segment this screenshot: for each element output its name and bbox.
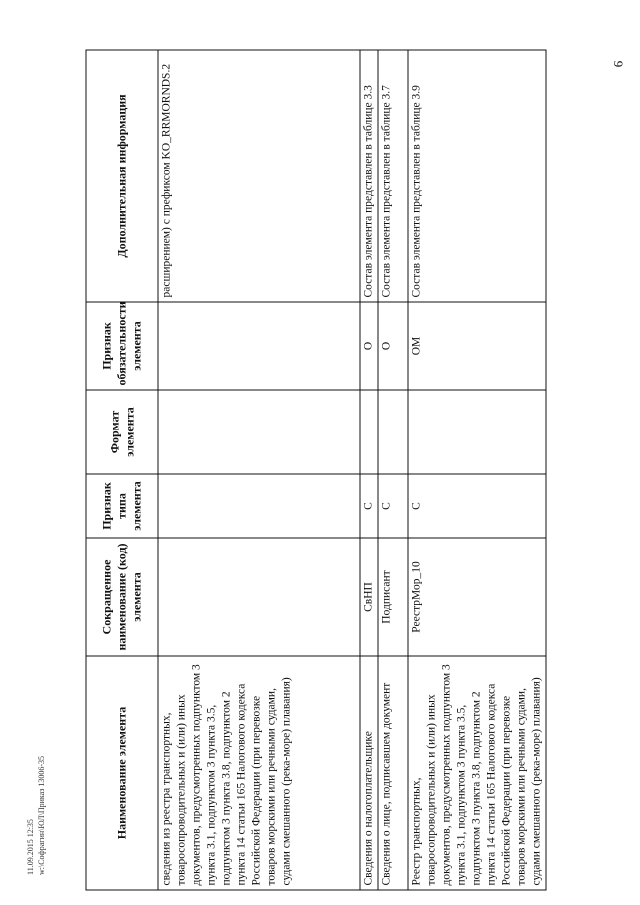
cell-code [158, 538, 360, 656]
cell-type: С [360, 474, 378, 538]
page-number: 9 [611, 60, 626, 68]
cell-name: сведения из реестра транспортных, товаросопроводительных и (или) иных документов, предусмотренных подпунктом 3 пункта 3.1, подпунктом 3 пункта 3.5, подпунктом 3 пункта 3.8, подпунктом 2 пункта 14 статьи 165 Налогового кодекса Российской Федерации (при перевозке товаров морскими или речными судами, судами смешанного (река-море) плавания) [158, 656, 360, 890]
cell-info: Состав элемента представлен в таблице 3.9 [408, 50, 546, 302]
footer-filepath: w:\Софрагин\ЮЛ\Приказ 13006-35 [37, 755, 46, 875]
cell-name: Сведения о налогоплательщике [360, 656, 378, 890]
table-row [378, 50, 408, 890]
cell-info: Состав элемента представлен в таблице 3.3 [360, 50, 378, 302]
footer-note [25, 745, 65, 875]
cell-format [378, 390, 408, 474]
cell-code: РеестрМор_10 [408, 538, 546, 656]
cell-required: ОМ [408, 302, 546, 390]
cell-info: расширением) с префиксом KO_RRMORNDS.2 [158, 50, 360, 302]
cell-code: СвНП [360, 538, 378, 656]
header-element-name: Наименование элемента [86, 656, 158, 890]
table-row [158, 50, 360, 890]
cell-format [158, 390, 360, 474]
cell-type: С [408, 474, 546, 538]
cell-name: Реестр транспортных, товаросопроводительных и (или) иных документов, предусмотренных подпунктом 3 пункта 3.1, подпунктом 3 пункта 3.5, подпунктом 3 пункта 3.8, подпунктом 2 пункта 14 статьи 165 Налогового кодекса Российской Федерации (при перевозке товаров морскими или речными судами, судами смешанного (река-море) плавания) [408, 656, 546, 890]
header-additional-info: Дополнительная информация [86, 50, 158, 302]
table-row [360, 50, 378, 890]
header-element-code: Сокращенное наименование (код) элемента [86, 538, 158, 656]
elements-table [85, 49, 546, 890]
header-element-format: Формат элемента [86, 390, 158, 474]
cell-info: Состав элемента представлен в таблице 3.7 [378, 50, 408, 302]
rotated-table-wrapper [85, 50, 542, 890]
cell-format [360, 390, 378, 474]
table-header-row [86, 50, 158, 890]
cell-required [158, 302, 360, 390]
cell-required: О [360, 302, 378, 390]
cell-name: Сведения о лице, подписавшем документ [378, 656, 408, 890]
cell-format [408, 390, 546, 474]
cell-required: О [378, 302, 408, 390]
footer-timestamp: 11.09.2015 12:35 [26, 819, 35, 875]
table-row [408, 50, 546, 890]
header-element-type: Признак типа элемента [86, 474, 158, 538]
cell-code: Подписант [378, 538, 408, 656]
cell-type [158, 474, 360, 538]
cell-type: С [378, 474, 408, 538]
header-element-required: Признак обязательности элемента [86, 302, 158, 390]
